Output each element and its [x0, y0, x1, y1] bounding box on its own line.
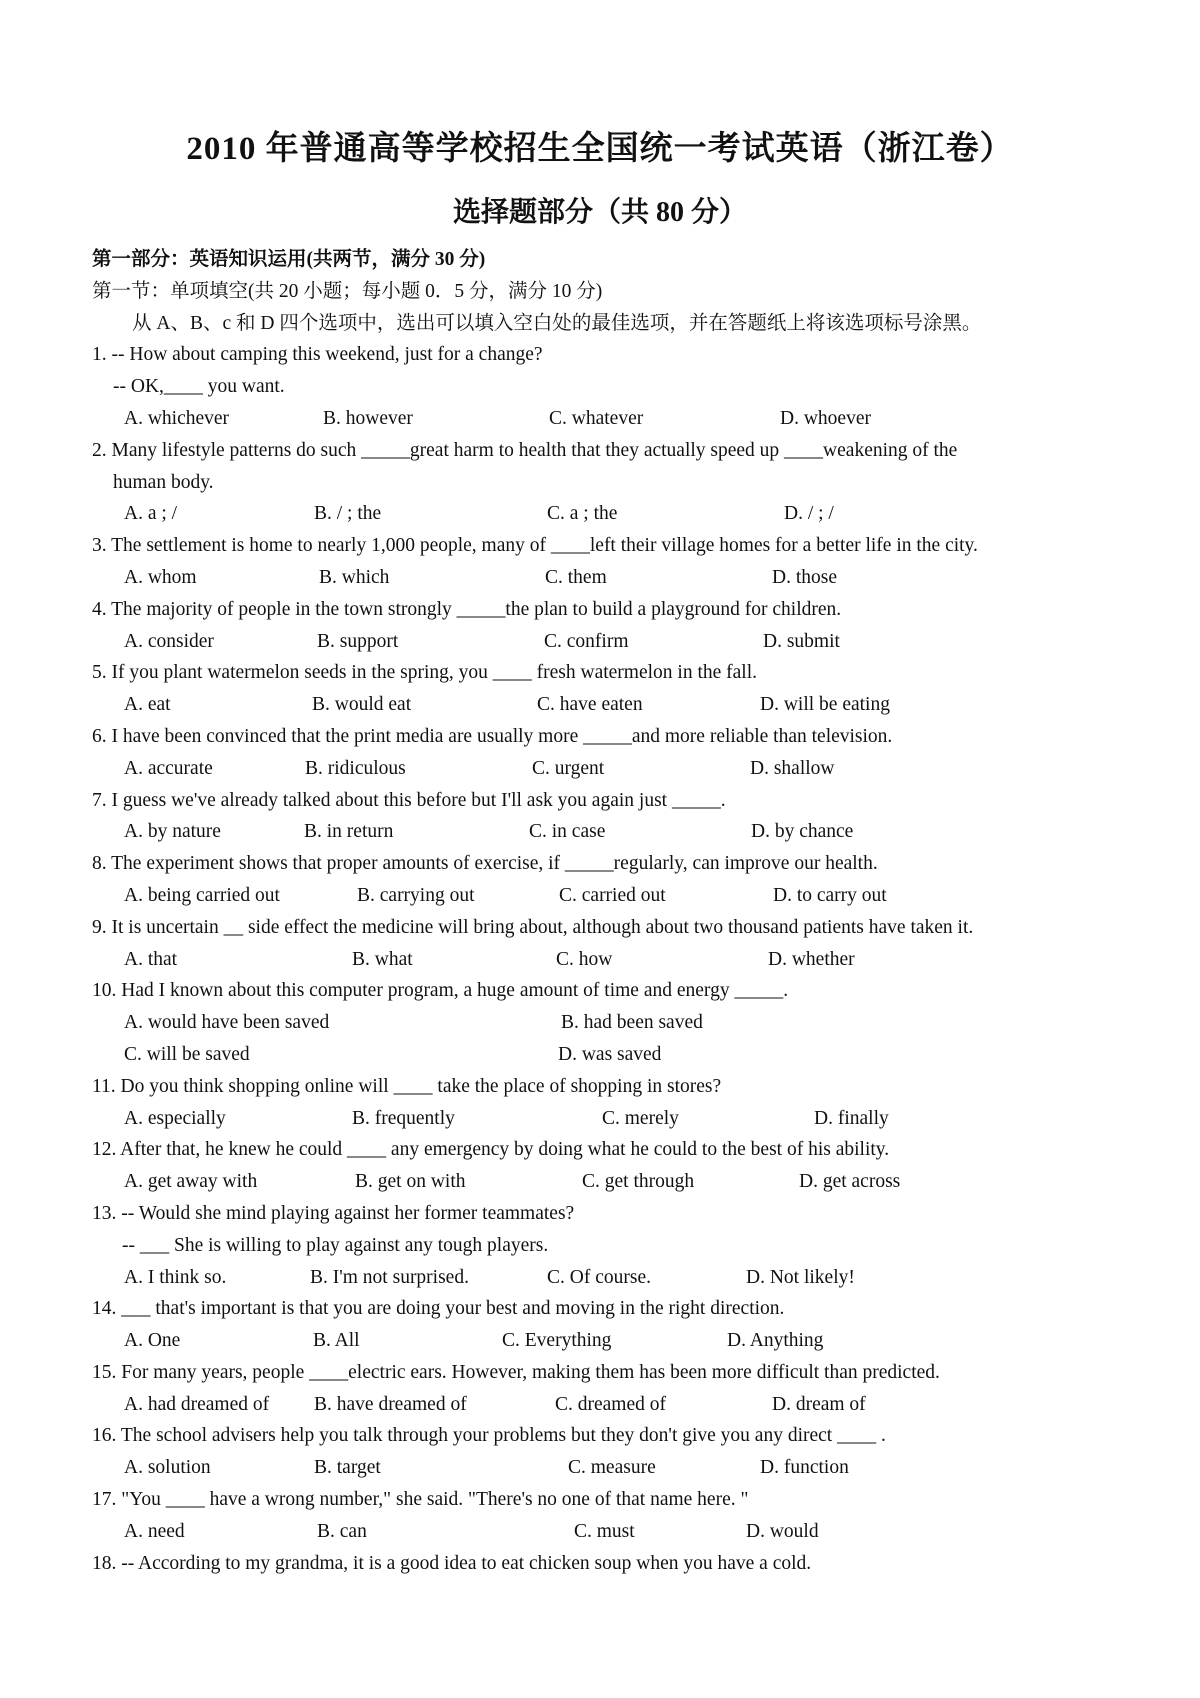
option-d: D. was saved	[558, 1043, 662, 1065]
option-row	[92, 498, 1102, 530]
exam-body	[92, 244, 1102, 1579]
question-stem-cont: -- ___ She is willing to play against any tough players.	[122, 1234, 549, 1256]
option-b: B. ridiculous	[305, 757, 406, 779]
option-c: C. confirm	[544, 630, 629, 652]
option-row	[92, 816, 1102, 848]
option-d: D. to carry out	[773, 884, 887, 906]
question-stem: 6. I have been convinced that the print media are usually more _____and more reliable than television.	[92, 725, 893, 747]
option-row	[92, 753, 1102, 785]
question-stem: 18. -- According to my grandma, it is a good idea to eat chicken soup when you have a cold.	[92, 1552, 812, 1574]
question-stem: 1. -- How about camping this weekend, just for a change?	[92, 344, 543, 366]
option-c: C. carried out	[559, 884, 666, 906]
option-row	[92, 1325, 1102, 1357]
option-a: A. by nature	[124, 821, 221, 843]
option-c: C. Of course.	[547, 1266, 651, 1288]
question-stem: 16. The school advisers help you talk through your problems but they don't give you any direct ____ .	[92, 1425, 886, 1447]
question-stem: 5. If you plant watermelon seeds in the spring, you ____ fresh watermelon in the fall.	[92, 662, 757, 684]
option-a: A. whichever	[124, 407, 230, 429]
question-stem: 9. It is uncertain __ side effect the medicine will bring about, although about two thousand patients have taken it.	[92, 916, 974, 938]
option-d: D. those	[772, 566, 837, 588]
option-c: C. in case	[529, 821, 606, 843]
option-row	[92, 1039, 1102, 1071]
option-row	[92, 1516, 1102, 1548]
option-c: C. measure	[568, 1457, 656, 1479]
option-b: B. target	[314, 1457, 381, 1479]
option-d: D. by chance	[751, 821, 854, 843]
option-a: A. especially	[124, 1107, 226, 1129]
option-d: D. function	[760, 1457, 849, 1479]
exam-title: 2010 年普通高等学校招生全国统一考试英语（浙江卷）	[186, 131, 1014, 167]
option-c: C. have eaten	[537, 694, 643, 716]
option-a: A. I think so.	[124, 1266, 227, 1288]
question-stem: 3. The settlement is home to nearly 1,000 people, many of ____left their village homes for a better life in the city.	[92, 535, 978, 557]
option-b: B. can	[317, 1520, 367, 1542]
option-b: B. carrying out	[357, 884, 475, 906]
option-d: D. will be eating	[760, 694, 890, 716]
option-d: D. / ; /	[784, 503, 834, 525]
option-a: A. consider	[124, 630, 214, 652]
option-c: C. how	[556, 948, 613, 970]
question-stem: 13. -- Would she mind playing against her former teammates?	[92, 1202, 575, 1224]
option-a: A. eat	[124, 694, 171, 716]
question-stem: 4. The majority of people in the town strongly _____the plan to build a playground for children.	[92, 598, 842, 620]
question-stem: 15. For many years, people ____electric ears. However, making them has been more difficult than predicted.	[92, 1361, 940, 1383]
part-heading: 第一部分：英语知识运用(共两节，满分 30 分)	[92, 249, 486, 270]
option-a: A. need	[124, 1520, 185, 1542]
option-b: B. get on with	[355, 1171, 466, 1193]
option-a: A. accurate	[124, 757, 213, 779]
option-b: B. what	[352, 948, 413, 970]
option-a: A. would have been saved	[124, 1012, 330, 1034]
option-c: C. must	[574, 1520, 635, 1542]
question-stem: 8. The experiment shows that proper amounts of exercise, if _____regularly, can improve our health.	[92, 853, 878, 875]
option-b: B. / ; the	[314, 503, 382, 525]
option-c: C. merely	[602, 1107, 679, 1129]
option-b: B. frequently	[352, 1107, 455, 1129]
option-d: D. shallow	[750, 757, 835, 779]
option-d: D. Anything	[727, 1330, 824, 1352]
question-stem: 2. Many lifestyle patterns do such _____great harm to health that they actually speed up ____weakening of the	[92, 439, 958, 461]
question-stem: 7. I guess we've already talked about this before but I'll ask you again just _____.	[92, 789, 726, 811]
option-row	[92, 1452, 1102, 1484]
question-stem: 17. "You ____ have a wrong number," she said. "There's no one of that name here. "	[92, 1489, 749, 1511]
option-a: A. solution	[124, 1457, 211, 1479]
option-b: B. in return	[304, 821, 394, 843]
option-b: B. have dreamed of	[314, 1393, 467, 1415]
option-b: B. I'm not surprised.	[310, 1266, 469, 1288]
option-c: C. a ; the	[547, 503, 618, 525]
option-d: D. Not likely!	[746, 1266, 855, 1288]
question-stem-cont: human body.	[113, 471, 214, 493]
question-stem: 10. Had I known about this computer program, a huge amount of time and energy _____.	[92, 980, 789, 1002]
option-b: B. had been saved	[561, 1012, 703, 1034]
option-c: C. them	[545, 566, 607, 588]
option-a: A. being carried out	[124, 884, 280, 906]
question-stem-cont: -- OK,____ you want.	[113, 376, 285, 398]
instruction-text: 从 A、B、c 和 D 四个选项中，选出可以填入空白处的最佳选项，并在答题纸上将该选项标号涂黑。	[132, 312, 982, 334]
section-subtitle: 选择题部分（共 80 分）	[452, 197, 747, 228]
option-c: C. urgent	[532, 757, 605, 779]
option-a: A. a ; /	[124, 503, 178, 525]
option-row	[92, 880, 1102, 912]
option-row	[92, 403, 1102, 435]
option-a: A. that	[124, 948, 178, 970]
option-row	[92, 689, 1102, 721]
option-row	[92, 1389, 1102, 1421]
option-c: C. will be saved	[124, 1043, 250, 1065]
option-row	[92, 1103, 1102, 1135]
option-b: B. would eat	[312, 694, 412, 716]
option-row	[92, 562, 1102, 594]
option-a: A. get away with	[124, 1171, 258, 1193]
question-stem: 14. ___ that's important is that you are doing your best and moving in the right direction.	[92, 1298, 785, 1320]
option-d: D. dream of	[772, 1393, 866, 1415]
section-heading: 第一节：单项填空(共 20 小题；每小题 0．5 分，满分 10 分)	[92, 280, 603, 302]
option-c: C. dreamed of	[555, 1393, 667, 1415]
option-row	[92, 944, 1102, 976]
option-row	[92, 1007, 1102, 1039]
question-stem: 11. Do you think shopping online will ____ take the place of shopping in stores?	[92, 1075, 722, 1097]
option-c: C. Everything	[502, 1330, 612, 1352]
option-row	[92, 626, 1102, 658]
option-c: C. whatever	[549, 407, 644, 429]
option-a: A. whom	[124, 566, 197, 588]
option-row	[92, 1166, 1102, 1198]
option-d: D. finally	[814, 1107, 889, 1129]
question-stem: 12. After that, he knew he could ____ any emergency by doing what he could to the best of his ability.	[92, 1139, 890, 1161]
option-d: D. whether	[768, 948, 855, 970]
option-d: D. whoever	[780, 407, 871, 429]
option-b: B. support	[317, 630, 399, 652]
option-d: D. submit	[763, 630, 840, 652]
option-d: D. get across	[799, 1171, 901, 1193]
option-a: A. had dreamed of	[124, 1393, 270, 1415]
option-b: B. All	[313, 1330, 360, 1352]
option-c: C. get through	[582, 1171, 695, 1193]
option-b: B. which	[319, 566, 390, 588]
option-row	[92, 1262, 1102, 1294]
option-b: B. however	[323, 407, 413, 429]
option-a: A. One	[124, 1330, 181, 1352]
option-d: D. would	[746, 1520, 819, 1542]
